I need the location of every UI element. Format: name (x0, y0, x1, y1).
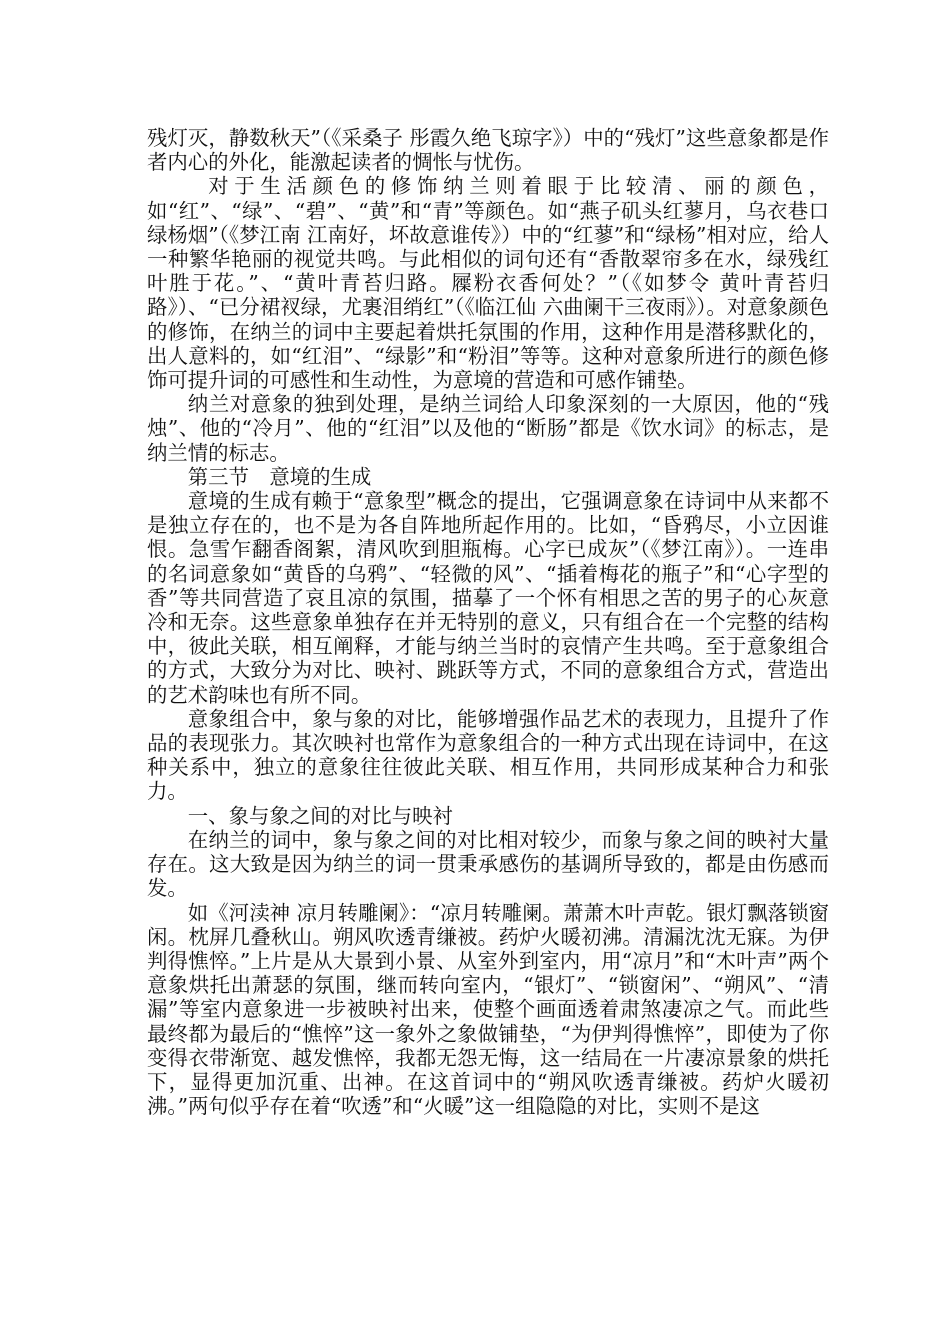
paragraph-imagery-combination: 意象组合中，象与象的对比，能够增强作品艺术的表现力，且提升了作品的表现张力。其次映衬也常作为意象组合的一种方式出现在诗词中，在这种关系中，独立的意象往往彼此关联、相互作用，共同形成某种合力和张力。 (147, 706, 829, 804)
document-body (147, 126, 829, 1118)
paragraph-color-modification: 对于生活颜色的修饰纳兰则着眼于比较清、丽的颜色，如“红”、“绿”、“碧”、“黄”和“青”等颜色。如“燕子矶头红蓼月，乌衣巷口绿杨烟”（《梦江南 江南好，坏故意谁传》）中的“红蓼”和“绿杨”相对应，给人一种繁华艳丽的视觉共鸣。与此相似的词句还有“香散翠帘多在水，绿残红叶胜于花。”、“黄叶青苔归路。屧粉衣香何处？”（《如梦令 黄叶青苔归路》）、“已分裙衩绿，尤裹泪绡红”（《临江仙 六曲阑干三夜雨》）。对意象颜色的修饰，在纳兰的词中主要起着烘托氛围的作用，这种作用是潜移默化的，出人意料的，如“红泪”、“绿影”和“粉泪”等等。这种对意象所进行的颜色修饰可提升词的可感性和生动性，为意境的营造和可感作铺垫。 (147, 174, 829, 393)
paragraph-imagery-handling: 纳兰对意象的独到处理，是纳兰词给人印象深刻的一大原因，他的“残烛”、他的“冷月”、他的“红泪”以及他的“断肠”都是《饮水词》的标志，是纳兰情的标志。 (147, 392, 829, 465)
paragraph-contrast-foil: 在纳兰的词中，象与象之间的对比相对较少，而象与象之间的映衬大量存在。这大致是因为纳兰的词一贯秉承感伤的基调所导致的，都是由伤感而发。 (147, 827, 829, 901)
section-heading: 第三节 意境的生成 (187, 464, 372, 489)
paragraph-mood-generation: 意境的生成有赖于“意象型”概念的提出，它强调意象在诗词中从来都不是独立存在的，也不是为各自阵地所起作用的。比如，“昏鸦尽，小立因谁恨。急雪乍翻香阁絮，清风吹到胆瓶梅。心字已成灰”（《梦江南》）。一连串的名词意象如“黄昏的乌鸦”、“轻微的风”、“插着梅花的瓶子”和“心字型的香”等共同营造了哀且凉的氛围，描摹了一个怀有相思之苦的男子的心灰意冷和无奈。这些意象单独存在并无特别的意义，只有组合在一个完整的结构中，彼此关联，相互阐释，才能与纳兰当时的哀情产生共鸣。至于意象组合的方式，大致分为对比、映衬、跳跃等方式，不同的意象组合方式，营造出的艺术韵味也有所不同。 (147, 489, 829, 707)
paragraph-continued: 残灯灭，静数秋天”（《采桑子 彤霞久绝飞琼字》）中的“残灯”这些意象都是作者内心的外化，能激起读者的惆怅与忧伤。 (147, 126, 829, 175)
subsection-heading: 一、象与象之间的对比与映衬 (187, 803, 453, 828)
paragraph-poem-example: 如《河渎神 凉月转雕阑》：“凉月转雕阑。萧萧木叶声乾。银灯飘落锁窗闲。枕屏几叠秋山。朔风吹透青缣被。药炉火暖初沸。清漏沈沈无寐。为伊判得憔悴。”上片是从大景到小景、从室外到室内，用“凉月”和“木叶声”两个意象烘托出萧瑟的氛围，继而转向室内，“银灯”、“锁窗闲”、“朔风”、“清漏”等室内意象进一步被映衬出来，使整个画面透着肃煞凄凉之气。而此些最终都为最后的“憔悴”这一象外之象做铺垫，“为伊判得憔悴”，即使为了你变得衣带渐宽、越发憔悴，我都无怨无悔，这一结局在一片凄凉景象的烘托下，显得更加沉重、出神。在这首词中的“朔风吹透青缣被。药炉火暖初沸。”两句似乎存在着“吹透”和“火暖”这一组隐隐的对比，实则不是这 (147, 900, 829, 1119)
